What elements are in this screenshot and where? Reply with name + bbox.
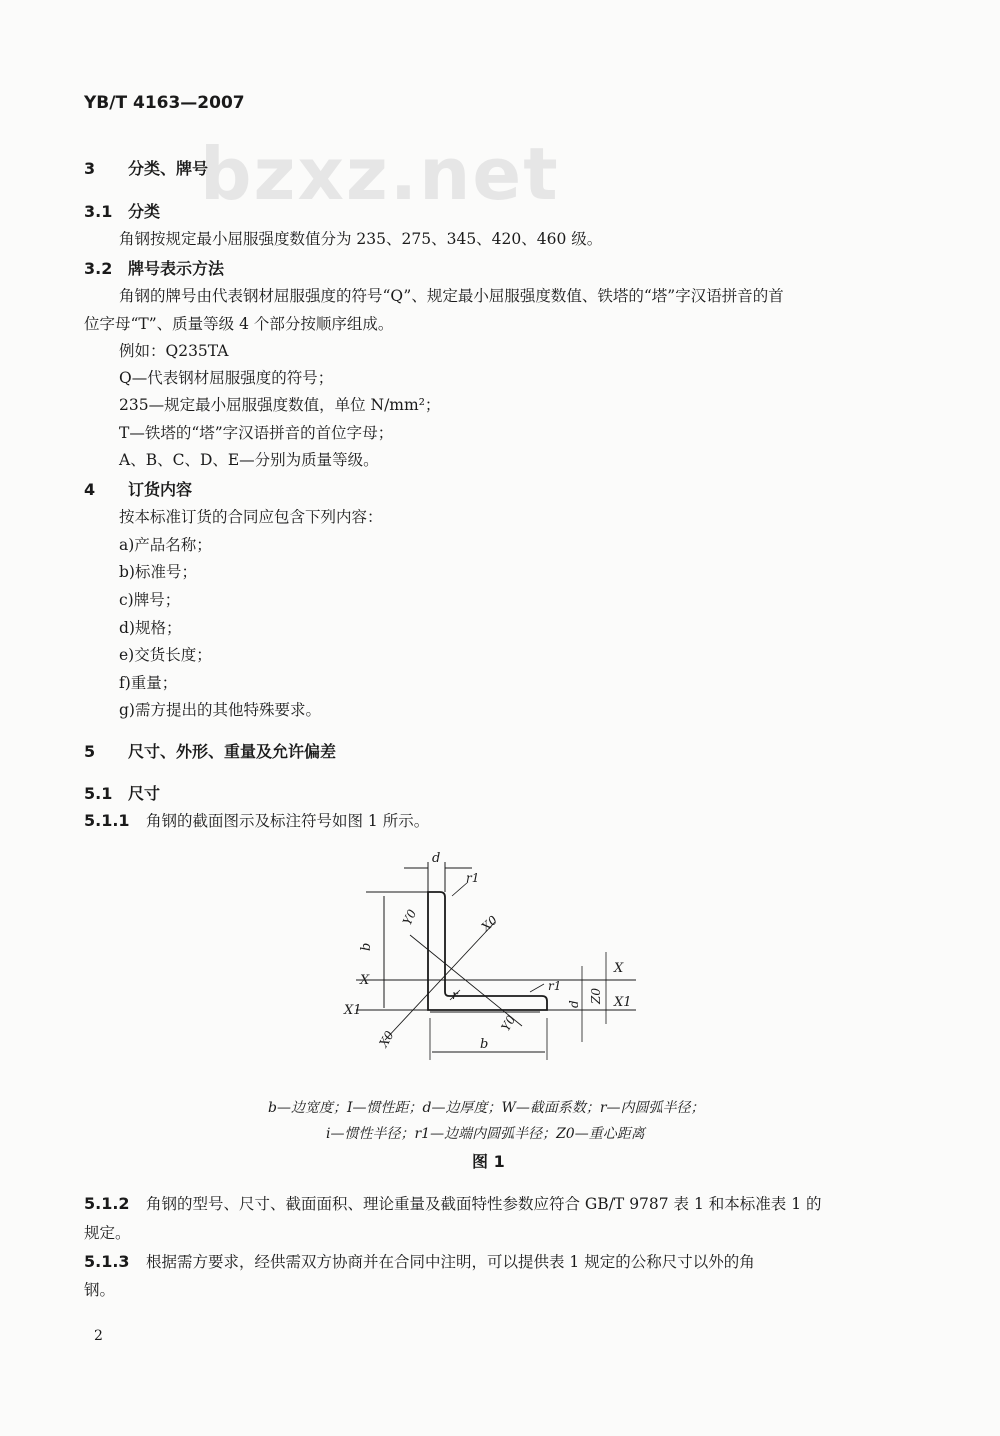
section-3-2-paragraph-line1: 角钢的牌号由代表钢材屈服强度的符号“Q”、规定最小屈服强度数值、铁塔的“塔”字汉语拼音的首 [119,287,784,305]
section-number: 5.1.1 [84,811,130,830]
section-title: 分类 [128,202,161,221]
section-5-1-2 [84,1192,822,1214]
section-title: 订货内容 [128,480,193,499]
section-5-1-3 [84,1250,755,1272]
label-d: d [432,851,441,866]
section-number: 5.1.3 [84,1252,130,1271]
list-item: a)产品名称； [119,536,212,554]
figure-title: 图 1 [472,1152,505,1171]
section-4-intro: 按本标准订货的合同应包含下列内容： [119,508,383,526]
section-3-1-text: 角钢按规定最小屈服强度数值分为 235、275、345、420、460 级。 [119,230,603,248]
section-3-heading [84,156,208,179]
angle-profile [428,892,547,1010]
label-r1-top: r1 [466,871,480,885]
label-b-bottom: b [480,1037,489,1052]
section-5-1-heading [84,781,160,804]
section-5-1-1 [84,809,429,831]
label-x0-top: X0 [478,912,501,935]
label-y0-bottom: Y0 [498,1013,519,1034]
definition-235: 235—规定最小屈服强度数值，单位 N/mm²； [119,396,441,414]
section-number: 4 [84,480,96,499]
list-item: c)牌号； [119,591,181,609]
figure-caption-line2: i—惯性半径；r1—边端内圆弧半径；Z0—重心距离 [326,1126,645,1142]
section-text: 角钢的型号、尺寸、截面面积、理论重量及截面特性参数应符合 GB/T 9787 表 1 和本标准表 1 的 [146,1195,822,1213]
section-number: 3 [84,159,96,178]
watermark: bzxz.net [200,132,560,216]
section-number: 5 [84,742,96,761]
section-text: 根据需方要求，经供需双方协商并在合同中注明，可以提供表 1 规定的公称尺寸以外的角 [146,1253,755,1271]
section-title: 尺寸、外形、重量及允许偏差 [128,742,337,761]
section-title: 尺寸 [128,784,161,803]
label-r1-right: r1 [548,979,562,993]
label-y0-top: Y0 [400,907,420,928]
label-x-right: X [614,961,624,976]
label-r: r [452,988,458,1002]
section-title: 分类、牌号 [128,159,209,178]
definition-grades: A、B、C、D、E—分别为质量等级。 [119,451,379,469]
label-d-right: d [567,1000,581,1008]
section-5-1-3-line2: 钢。 [84,1281,116,1299]
figure-caption-line1: b—边宽度；I—惯性距；d—边厚度；W—截面系数；r—内圆弧半径； [268,1100,705,1116]
list-item: e)交货长度； [119,646,212,664]
section-number: 3.1 [84,202,113,221]
definition-t: T—铁塔的“塔”字汉语拼音的首位字母； [119,424,394,442]
standard-number: YB/T 4163—2007 [84,93,245,113]
section-3-2-heading [84,256,224,279]
section-number: 3.2 [84,259,113,278]
label-x1-left: X1 [344,1003,362,1018]
section-number: 5.1 [84,784,113,803]
section-4-heading [84,477,192,500]
section-5-1-2-line2: 规定。 [84,1224,131,1242]
section-5-heading [84,739,336,762]
label-b-left: b [359,942,374,951]
label-z0: Z0 [589,988,603,1004]
list-item: d)规格； [119,619,182,637]
section-3-1-heading [84,199,160,222]
section-title: 牌号表示方法 [128,259,225,278]
list-item: f)重量； [119,674,178,692]
list-item: g)需方提出的其他特殊要求。 [119,701,321,719]
section-3-2-paragraph-line2: 位字母“T”、质量等级 4 个部分按顺序组成。 [84,315,394,333]
section-text: 角钢的截面图示及标注符号如图 1 所示。 [146,812,430,830]
section-number: 5.1.2 [84,1194,130,1213]
page-number: 2 [94,1328,103,1344]
example-line: 例如：Q235TA [119,342,229,360]
label-x0-bottom: X0 [376,1028,397,1050]
label-x-left: X [360,973,370,988]
definition-q: Q—代表钢材屈服强度的符号； [119,369,334,387]
angle-steel-section-figure [330,840,650,1070]
list-item: b)标准号； [119,563,197,581]
label-x1-right: X1 [614,995,632,1010]
